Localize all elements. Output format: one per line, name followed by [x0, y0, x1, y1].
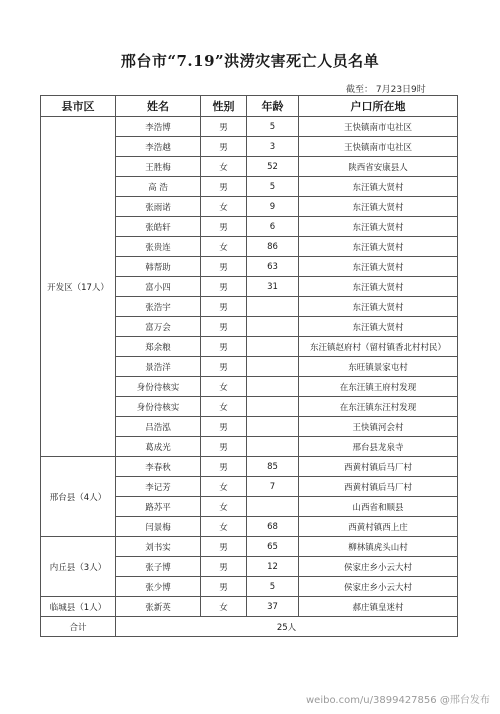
age-cell: [247, 317, 299, 337]
age-cell: [247, 377, 299, 397]
county-cell: 开发区（17人）: [41, 117, 116, 457]
address-cell: 西黄村镇后马厂村: [299, 477, 458, 497]
age-cell: 65: [247, 537, 299, 557]
document-title: 邢台市“7.19”洪涝灾害死亡人员名单: [120, 52, 380, 70]
name-cell: 王胜梅: [116, 157, 201, 177]
name-cell: 刘书实: [116, 537, 201, 557]
table-row: [41, 597, 458, 617]
name-cell: 富万会: [116, 317, 201, 337]
address-cell: 东汪镇大贤村: [299, 277, 458, 297]
gender-cell: 男: [201, 577, 247, 597]
table-row: [41, 537, 458, 557]
name-cell: 张雨诺: [116, 197, 201, 217]
name-cell: 身份待核实: [116, 377, 201, 397]
total-label: 合计: [41, 617, 116, 637]
gender-cell: 男: [201, 457, 247, 477]
name-cell: 李浩越: [116, 137, 201, 157]
name-cell: 李春秋: [116, 457, 201, 477]
age-cell: 5: [247, 177, 299, 197]
name-cell: 路苏平: [116, 497, 201, 517]
name-cell: 张新英: [116, 597, 201, 617]
gender-cell: 男: [201, 537, 247, 557]
name-cell: 吕浩泓: [116, 417, 201, 437]
county-cell: 邢台县（4人）: [41, 457, 116, 537]
gender-cell: 男: [201, 137, 247, 157]
address-cell: 侯家庄乡小云大村: [299, 557, 458, 577]
age-cell: 6: [247, 217, 299, 237]
age-cell: 63: [247, 257, 299, 277]
age-cell: 52: [247, 157, 299, 177]
age-cell: 86: [247, 237, 299, 257]
gender-cell: 女: [201, 477, 247, 497]
gender-cell: 男: [201, 337, 247, 357]
address-cell: 王快镇南市屯社区: [299, 117, 458, 137]
name-cell: 身份待核实: [116, 397, 201, 417]
table-row: [41, 117, 458, 137]
gender-cell: 男: [201, 357, 247, 377]
age-cell: 12: [247, 557, 299, 577]
address-cell: 柳林镇虎头山村: [299, 537, 458, 557]
gender-cell: 女: [201, 397, 247, 417]
name-cell: 富小四: [116, 277, 201, 297]
gender-cell: 女: [201, 237, 247, 257]
gender-cell: 女: [201, 157, 247, 177]
gender-cell: 女: [201, 597, 247, 617]
age-cell: 3: [247, 137, 299, 157]
table-body: [41, 117, 458, 617]
header-name: 姓名: [116, 96, 201, 117]
age-cell: [247, 437, 299, 457]
address-cell: 东汪镇大贤村: [299, 177, 458, 197]
address-cell: 东汪镇大贤村: [299, 197, 458, 217]
header-gender: 性别: [201, 96, 247, 117]
name-cell: 闫景梅: [116, 517, 201, 537]
age-cell: [247, 297, 299, 317]
as-of-date: 截至： 7月23日9时: [346, 85, 426, 95]
age-cell: 37: [247, 597, 299, 617]
name-cell: 高 浩: [116, 177, 201, 197]
address-cell: 陕西省安康县人: [299, 157, 458, 177]
age-cell: [247, 417, 299, 437]
address-cell: 郝庄镇皇迷村: [299, 597, 458, 617]
gender-cell: 女: [201, 517, 247, 537]
gender-cell: 男: [201, 117, 247, 137]
gender-cell: 男: [201, 297, 247, 317]
age-cell: 7: [247, 477, 299, 497]
county-cell: 内丘县（3人）: [41, 537, 116, 597]
header-address: 户口所在地: [299, 96, 458, 117]
table-header-row: [41, 96, 458, 117]
address-cell: 侯家庄乡小云大村: [299, 577, 458, 597]
address-cell: 东汪镇大贤村: [299, 217, 458, 237]
gender-cell: 男: [201, 437, 247, 457]
age-cell: [247, 337, 299, 357]
address-cell: 在东汪镇东汪村发现: [299, 397, 458, 417]
address-cell: 东旺镇景家屯村: [299, 357, 458, 377]
age-cell: 31: [247, 277, 299, 297]
gender-cell: 男: [201, 417, 247, 437]
gender-cell: 女: [201, 377, 247, 397]
gender-cell: 男: [201, 217, 247, 237]
name-cell: 张少博: [116, 577, 201, 597]
age-cell: 5: [247, 577, 299, 597]
gender-cell: 男: [201, 277, 247, 297]
age-cell: 5: [247, 117, 299, 137]
address-cell: 东汪镇大贤村: [299, 257, 458, 277]
header-county: 县市区: [41, 96, 116, 117]
name-cell: 李浩博: [116, 117, 201, 137]
address-cell: 邢台县龙泉寺: [299, 437, 458, 457]
address-cell: 在东汪镇王府村发现: [299, 377, 458, 397]
address-cell: 山西省和顺县: [299, 497, 458, 517]
county-cell: 临城县（1人）: [41, 597, 116, 617]
age-cell: 68: [247, 517, 299, 537]
address-cell: 东汪镇大贤村: [299, 297, 458, 317]
weibo-watermark: weibo.com/u/3899427856 @邢台发布: [306, 695, 490, 706]
address-cell: 王快镇河会村: [299, 417, 458, 437]
table-row: [41, 457, 458, 477]
age-cell: [247, 497, 299, 517]
address-cell: 东汪镇大贤村: [299, 237, 458, 257]
age-cell: [247, 357, 299, 377]
address-cell: 东汪镇大贤村: [299, 317, 458, 337]
name-cell: 李记芳: [116, 477, 201, 497]
name-cell: 张贵连: [116, 237, 201, 257]
address-cell: 东汪镇赵府村（留村镇香北村村民）: [299, 337, 458, 357]
total-value: 25人: [116, 617, 458, 637]
name-cell: 张浩宇: [116, 297, 201, 317]
name-cell: 郑余粮: [116, 337, 201, 357]
age-cell: 9: [247, 197, 299, 217]
gender-cell: 男: [201, 557, 247, 577]
gender-cell: 男: [201, 257, 247, 277]
gender-cell: 男: [201, 317, 247, 337]
name-cell: 景浩洋: [116, 357, 201, 377]
age-cell: 85: [247, 457, 299, 477]
gender-cell: 女: [201, 497, 247, 517]
age-cell: [247, 397, 299, 417]
address-cell: 西黄村镇西上庄: [299, 517, 458, 537]
name-cell: 葛成光: [116, 437, 201, 457]
total-row: [41, 617, 458, 637]
name-cell: 韩帮助: [116, 257, 201, 277]
address-cell: 王快镇南市屯社区: [299, 137, 458, 157]
gender-cell: 男: [201, 177, 247, 197]
header-age: 年龄: [247, 96, 299, 117]
name-cell: 张皓轩: [116, 217, 201, 237]
casualty-table: [40, 95, 458, 637]
name-cell: 张子博: [116, 557, 201, 577]
gender-cell: 女: [201, 197, 247, 217]
address-cell: 西黄村镇后马厂村: [299, 457, 458, 477]
